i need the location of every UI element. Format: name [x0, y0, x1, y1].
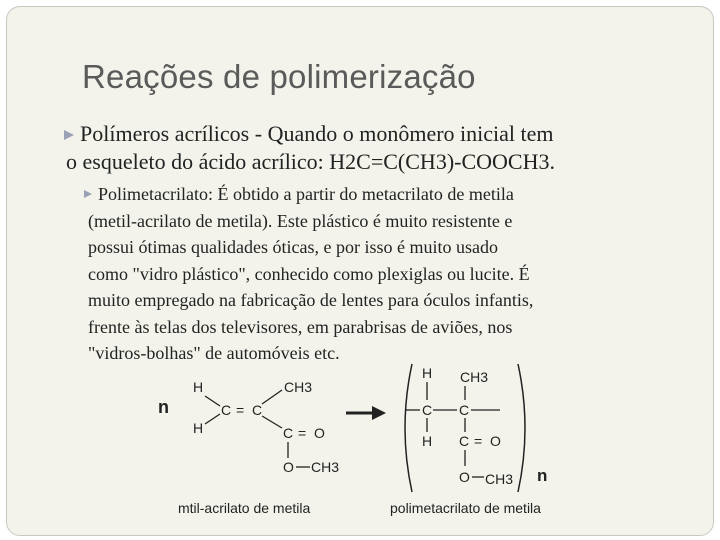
atom-o2: O: [459, 469, 470, 485]
atom-h-bottom: H: [422, 433, 433, 449]
bullet1-line2: o esqueleto do ácido acrílico: H2C=C(CH3)-COOCH3.: [66, 149, 555, 174]
bullet1-line1: Polímeros acrílicos - Quando o monômero inicial tem: [80, 121, 554, 146]
group-ch3-top: CH3: [284, 379, 313, 395]
bond: [262, 416, 282, 428]
double-bond: =: [474, 433, 483, 449]
bracket-right: [518, 364, 525, 492]
atom-c1: C: [422, 402, 433, 418]
atom-c1: C: [221, 402, 232, 418]
monomer-caption: mtil-acrilato de metila: [178, 500, 311, 516]
group-ch3-bottom: CH3: [485, 471, 514, 487]
double-bond: =: [236, 402, 245, 418]
bullet2-line: "vidros-bolhas" de automóveis etc.: [88, 343, 340, 363]
reaction-arrow-icon: [346, 406, 386, 420]
bullet2-line: frente às telas dos televisores, em parabrisas de aviões, nos: [88, 316, 513, 337]
bullet2-line: muito empregado na fabricação de lentes para óculos infantis,: [88, 290, 534, 310]
atom-c3: C: [459, 433, 470, 449]
atom-o2: O: [283, 459, 294, 475]
atom-c3: C: [283, 425, 294, 441]
atom-o1: O: [314, 425, 325, 441]
bullet2-line: Polimetacrilato: É obtido a partir do metacrilato de metila: [98, 184, 514, 204]
polymer-structure: [405, 364, 547, 492]
atom-h-top: H: [422, 365, 433, 381]
monomer-structure: [158, 379, 339, 475]
atom-o1: O: [490, 433, 501, 449]
bond: [262, 390, 282, 404]
atom-h-bottom: H: [193, 420, 204, 436]
atom-c2: C: [252, 402, 263, 418]
bracket-left: [405, 364, 412, 492]
bullet2-line: como "vidro plástico", conhecido como plexiglas ou lucite. É: [88, 263, 530, 284]
bond: [205, 396, 220, 406]
atom-h-top: H: [193, 379, 204, 395]
slide-title: Reações de polimerização: [82, 58, 476, 95]
subscript-n: n: [537, 466, 548, 485]
atom-c2: C: [459, 402, 470, 418]
polymer-caption: polimetacrilato de metila: [390, 500, 541, 516]
bullet2-line: (metil-acrilato de metila). Este plástico é muito resistente e: [88, 210, 513, 231]
bond: [205, 414, 220, 424]
double-bond: =: [298, 425, 307, 441]
group-ch3-bottom: CH3: [311, 459, 340, 475]
coefficient-n: n: [158, 397, 169, 417]
group-ch3-top: CH3: [460, 369, 489, 385]
bullet2-line: possui ótimas qualidades óticas, e por isso é muito usado: [88, 237, 498, 257]
